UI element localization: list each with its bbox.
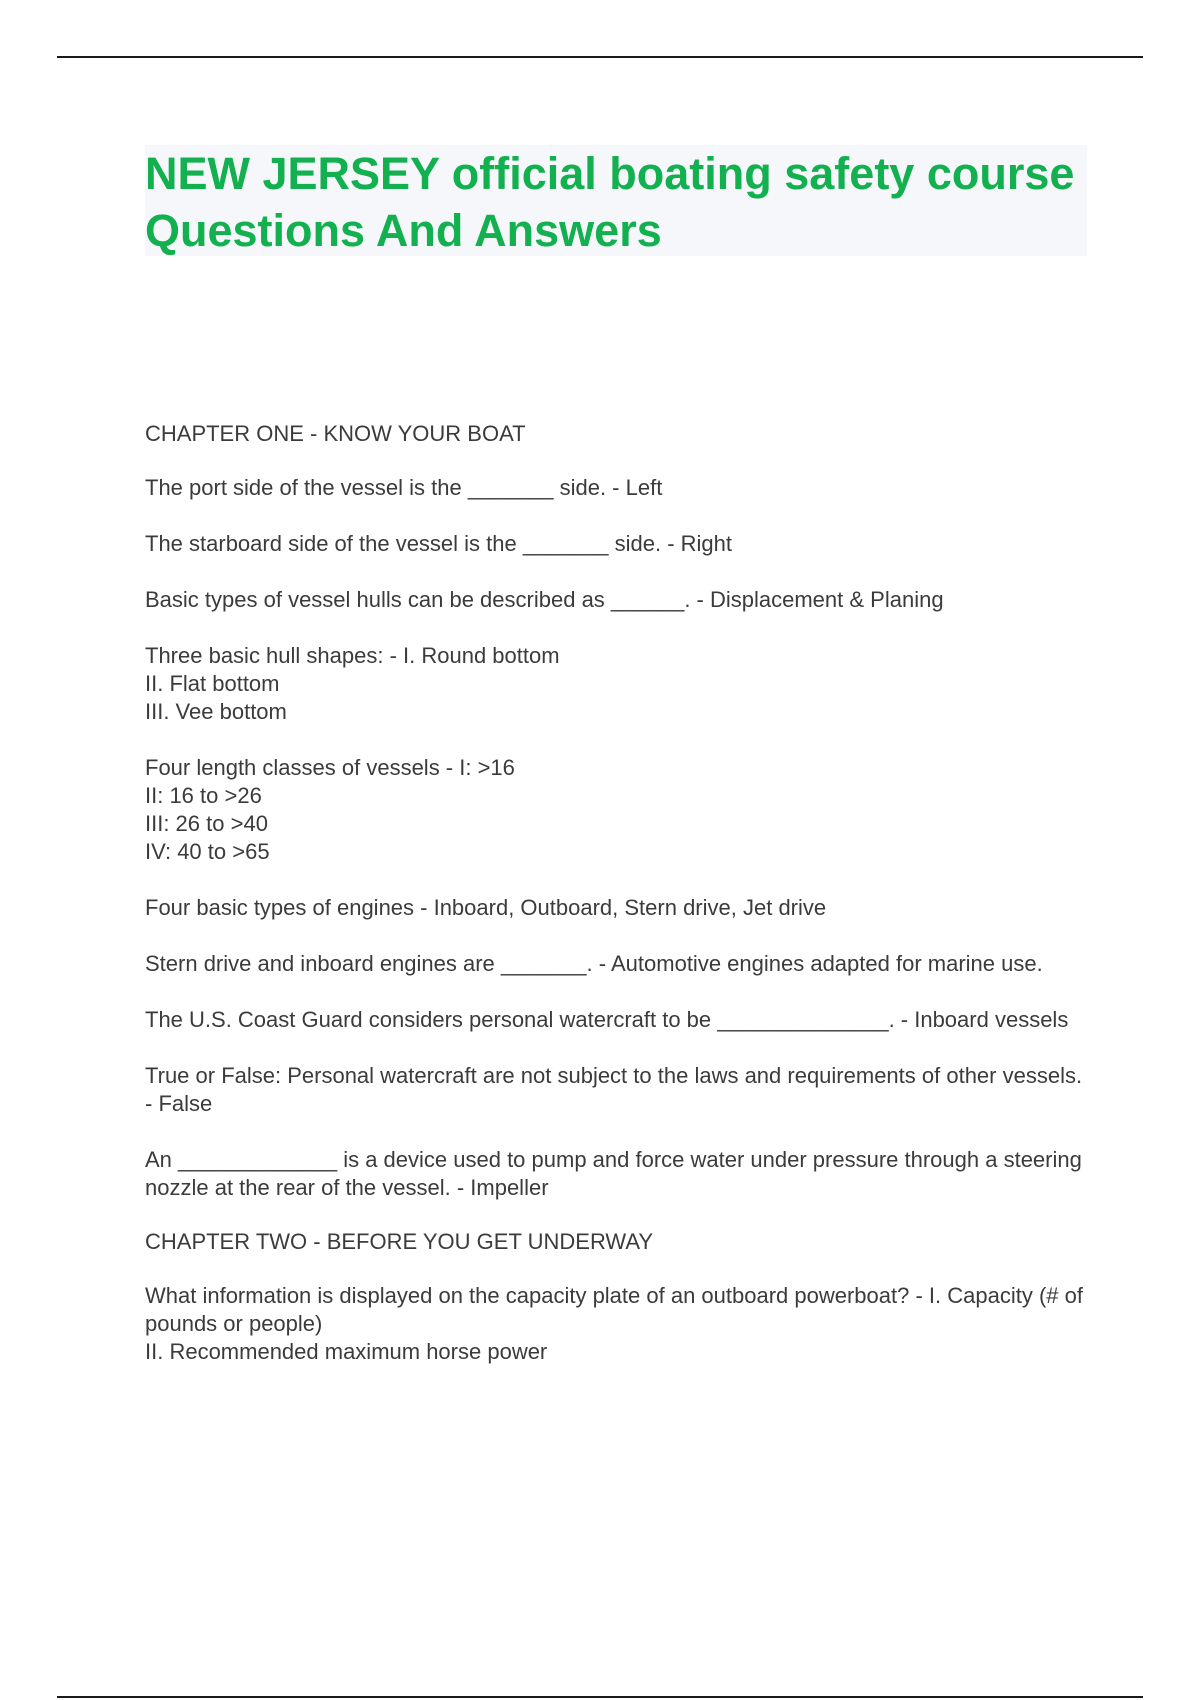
qa-entry: Four basic types of engines - Inboard, Outboard, Stern drive, Jet drive	[145, 895, 827, 920]
document-title: NEW JERSEY official boating safety course Questions And Answers	[145, 148, 1075, 256]
qa-entry: Four length classes of vessels - I: >16 II: 16 to >26 III: 26 to >40 IV: 40 to >65	[145, 755, 515, 864]
qa-entry: Stern drive and inboard engines are _______. - Automotive engines adapted for marine use.	[145, 951, 1043, 976]
qa-entry: An _____________ is a device used to pump and force water under pressure through a steering nozzle at the rear of the vessel. - Impeller	[145, 1147, 1082, 1200]
title-block	[145, 145, 1087, 256]
qa-entry: The port side of the vessel is the _______ side. - Left	[145, 475, 663, 500]
qa-entry: The starboard side of the vessel is the _______ side. - Right	[145, 531, 733, 556]
chapter-heading: CHAPTER TWO - BEFORE YOU GET UNDERWAY	[145, 1229, 654, 1254]
document-body	[145, 420, 1095, 1394]
top-rule	[57, 56, 1143, 58]
qa-entry: The U.S. Coast Guard considers personal watercraft to be ______________. - Inboard vessels	[145, 1007, 1069, 1032]
qa-entry: Three basic hull shapes: - I. Round bottom II. Flat bottom III. Vee bottom	[145, 643, 560, 724]
qa-entry: What information is displayed on the capacity plate of an outboard powerboat? - I. Capacity (# of pounds or people) II. Recommended maximum horse power	[145, 1283, 1083, 1364]
chapter-heading: CHAPTER ONE - KNOW YOUR BOAT	[145, 421, 526, 446]
bottom-rule	[57, 1696, 1143, 1698]
qa-entry: True or False: Personal watercraft are not subject to the laws and requirements of other vessels. - False	[145, 1063, 1083, 1116]
qa-entry: Basic types of vessel hulls can be described as ______. - Displacement & Planing	[145, 587, 944, 612]
